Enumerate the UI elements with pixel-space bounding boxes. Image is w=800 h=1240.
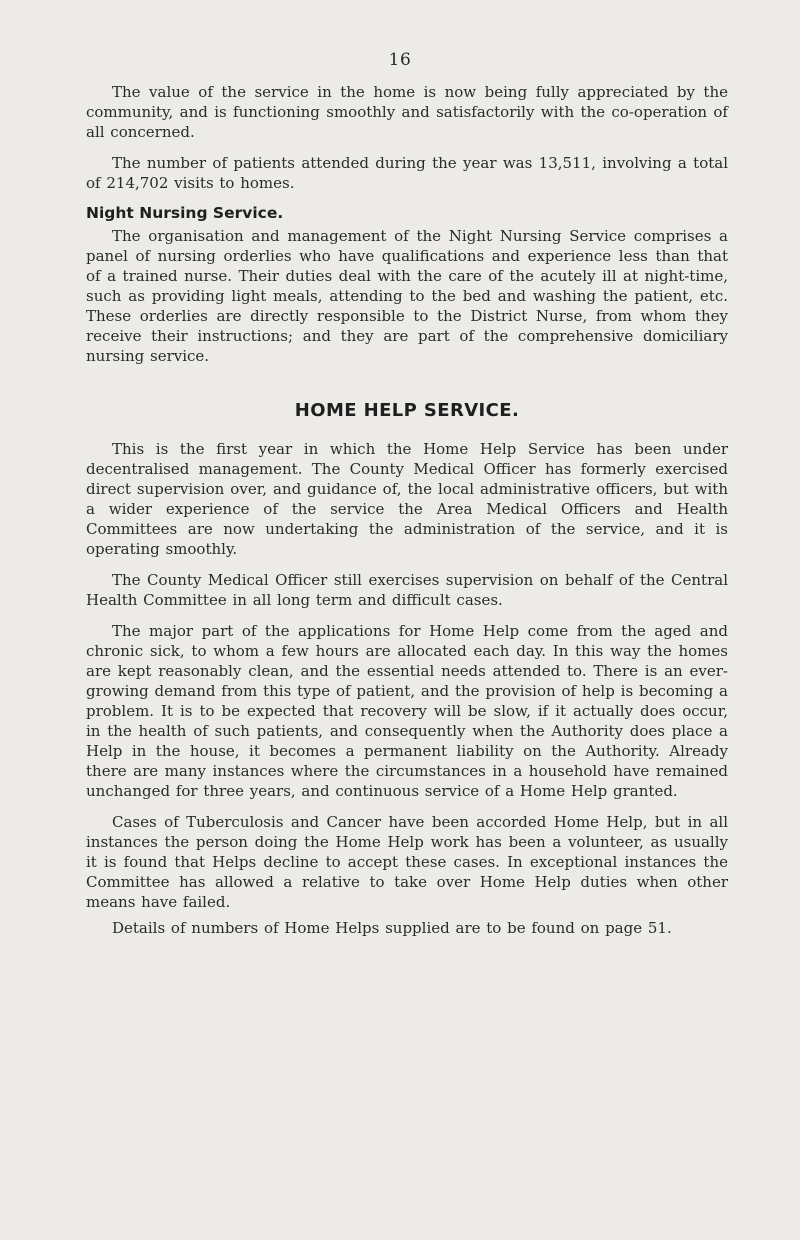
home-help-paragraph-3: The major part of the applications for Home Help come from the aged and chronic sick, to whom a few hours are allocated each day. In this way the homes are kept reasonably clean, and the essential needs attended to. There is an ever-growing demand from this type of patient, and the provision of help is becoming a problem. It is to be expected that recovery will be slow, if it actually does occur, in the health of such patients, and consequently when the Authority does place a Help in the house, it becomes a permanent liability on the Authority. Already there are many instances where the circumstances in a household have remained unchanged for three years, and continuous service of a Home Help granted.: [86, 622, 728, 800]
page-body: [86, 82, 728, 949]
home-help-paragraph-1: This is the first year in which the Home Help Service has been under decentralised management. The County Medical Officer has formerly exercised direct supervision over, and guidance of, the local administrative officers, but with a wider experience of the service the Area Medical Officers and Health Committees are now undertaking the administration of the service, and it is operating smoothly.: [86, 440, 728, 558]
night-nursing-heading: Night Nursing Service.: [86, 204, 284, 222]
home-help-paragraph-5: Details of numbers of Home Helps supplied are to be found on page 51.: [112, 919, 672, 937]
home-help-paragraph-4: Cases of Tuberculosis and Cancer have been accorded Home Help, but in all instances the person doing the Home Help work has been a volunteer, as usually it is found that Helps decline to accept these cases. In exceptional instances the Committee has allowed a relative to take over Home Help duties when other means have failed.: [86, 813, 728, 911]
intro-paragraph-1: The value of the service in the home is now being fully appreciated by the community, and is functioning smoothly and satisfactorily with the co-operation of all concerned.: [86, 83, 728, 141]
intro-paragraph-2: The number of patients attended during the year was 13,511, involving a total of 214,702 visits to homes.: [86, 154, 728, 192]
night-nursing-paragraph: The organisation and management of the Night Nursing Service comprises a panel of nursing orderlies who have qualifications and experience less than that of a trained nurse. Their duties deal with the care of the acutely ill at night-time, such as providing light meals, attending to the bed and washing the patient, etc. These orderlies are directly responsible to the District Nurse, from whom they receive their instructions; and they are part of the comprehensive domiciliary nursing service.: [86, 227, 728, 365]
home-help-heading: HOME HELP SERVICE.: [294, 400, 520, 421]
home-help-paragraph-2: The County Medical Officer still exercises supervision on behalf of the Central Health Committee in all long term and difficult cases.: [86, 571, 728, 609]
page-number: 16: [388, 50, 412, 70]
